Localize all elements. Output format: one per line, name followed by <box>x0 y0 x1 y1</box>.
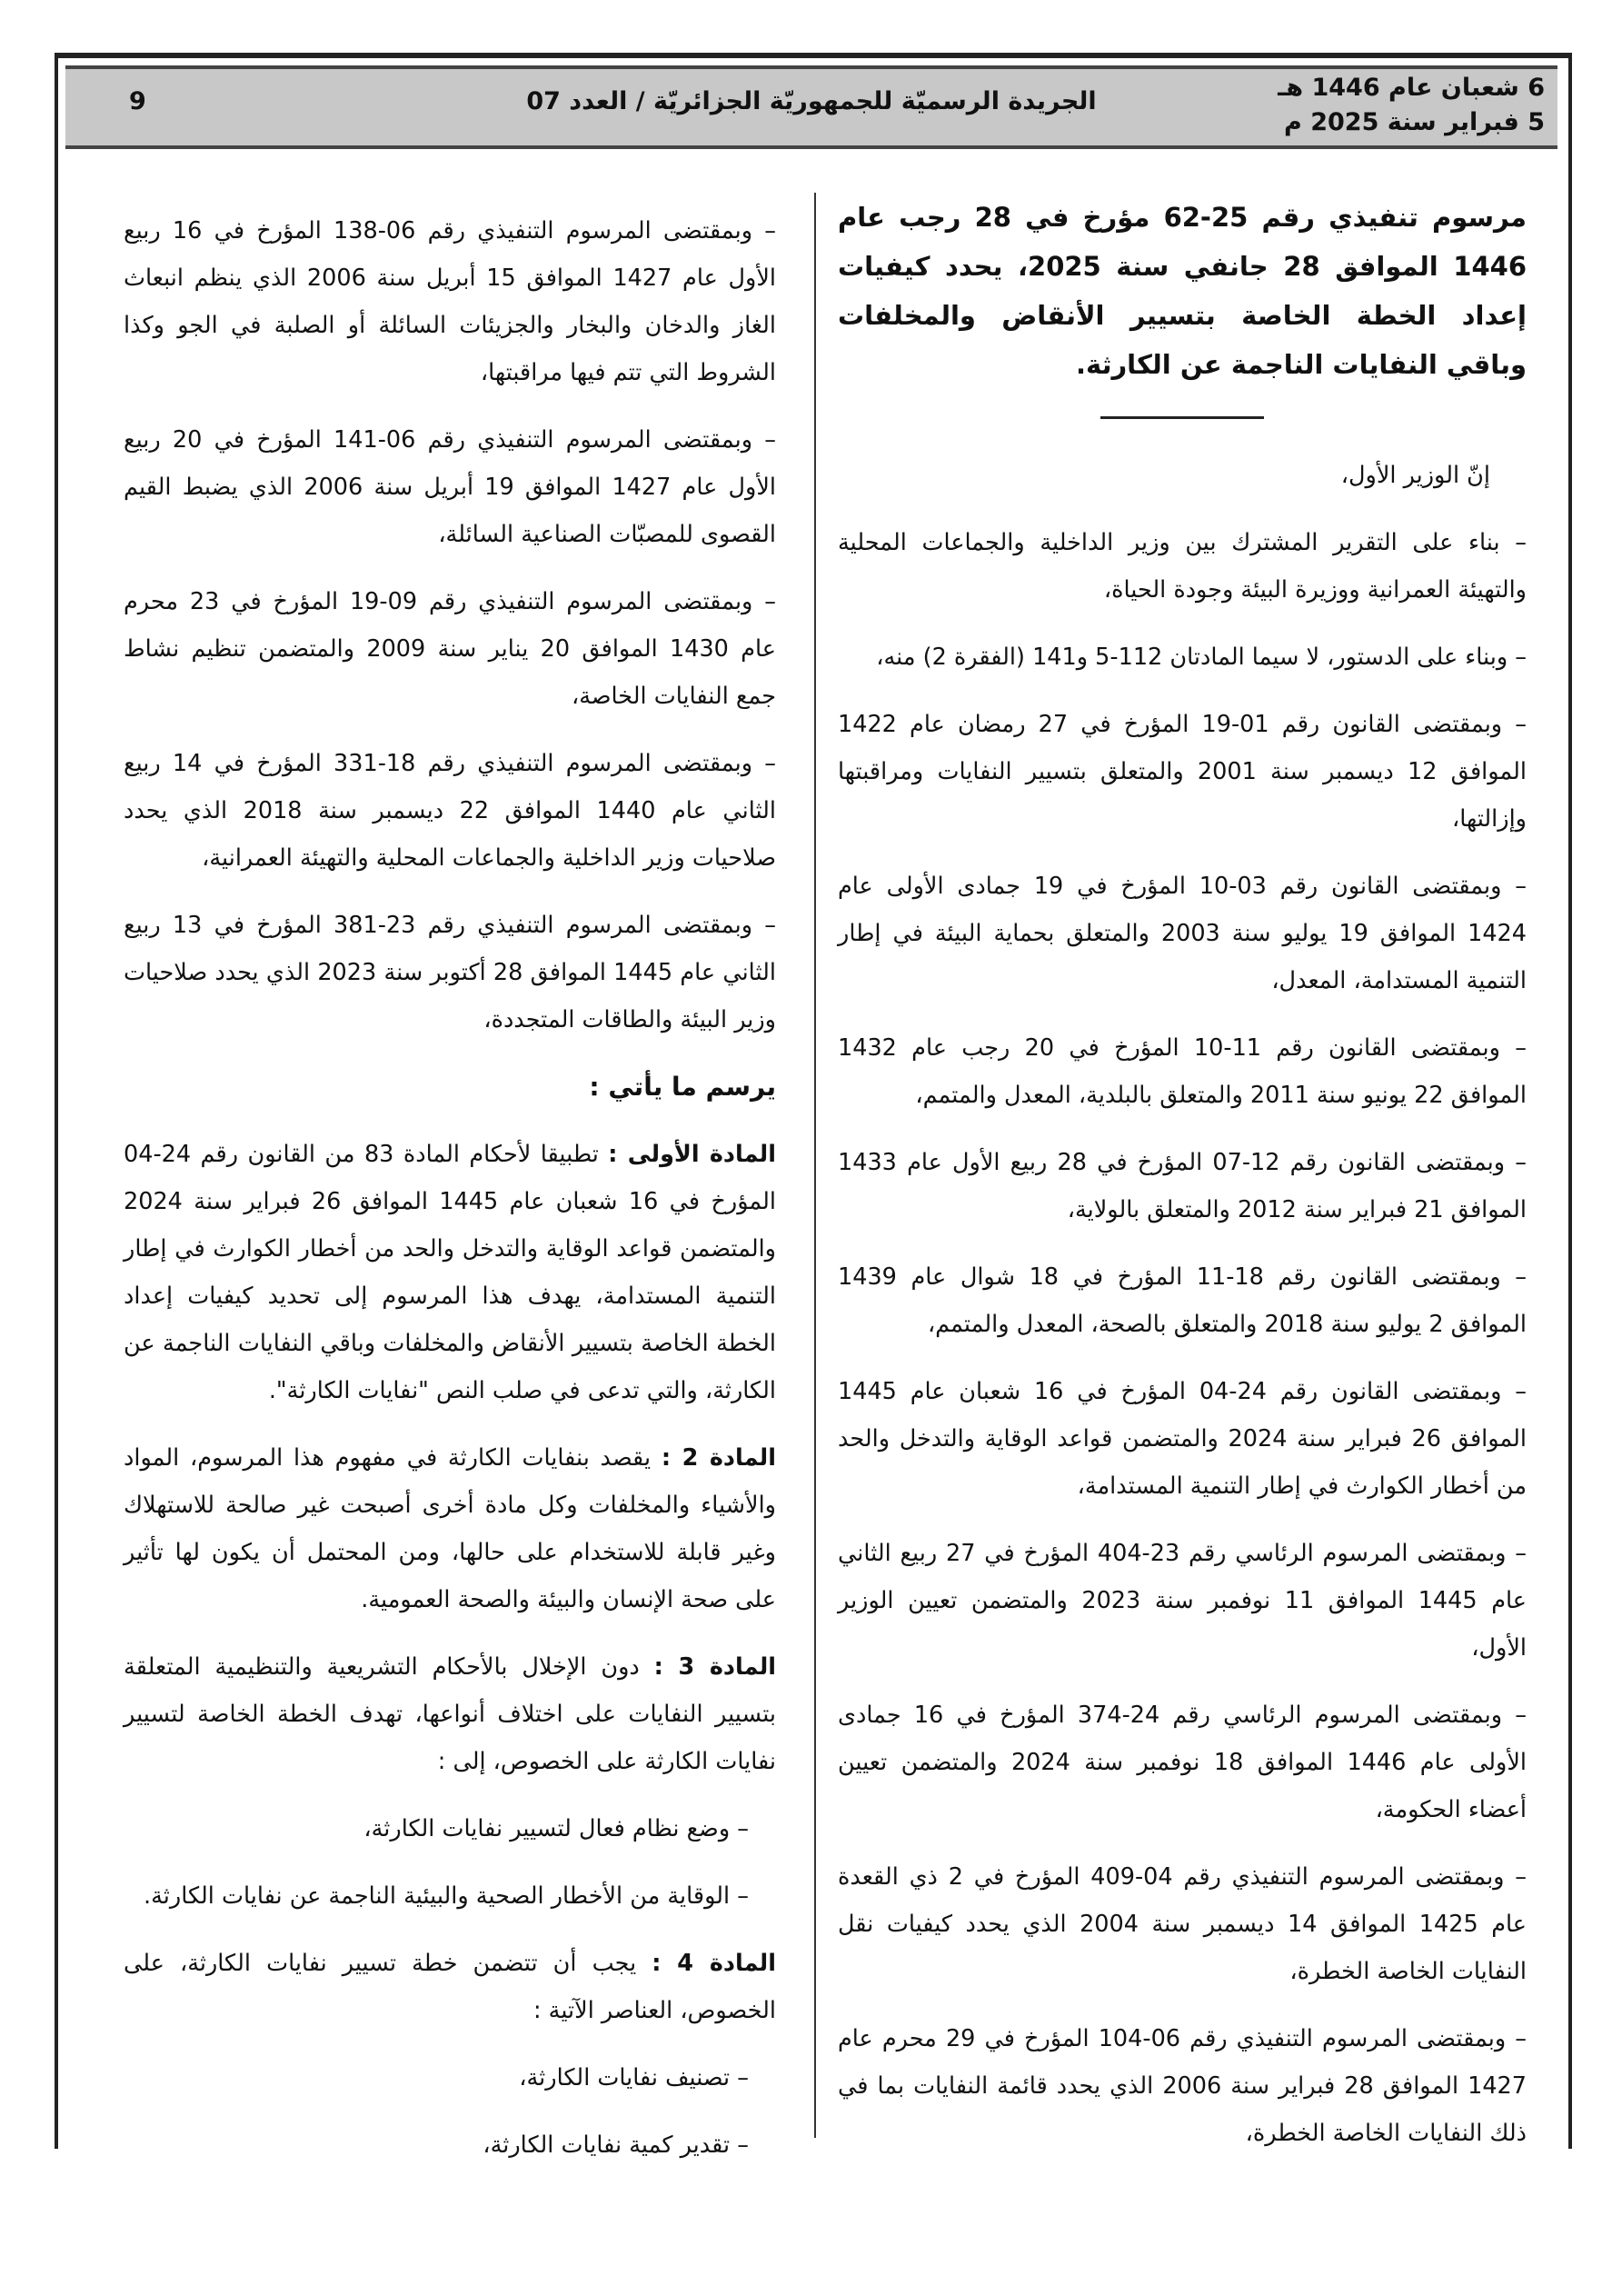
preamble-paragraph: – بناء على التقرير المشترك بين وزير الداخلية والجماعات المحلية والتهيئة العمرانية ووزيرة البيئة وجودة الحياة، <box>838 529 1527 604</box>
article-3 <box>124 1643 776 1785</box>
article-3-item: – الوقاية من الأخطار الصحية والبيئية الناجمة عن نفايات الكارثة. <box>144 1882 749 1910</box>
decree-heading: يرسم ما يأتي : <box>589 1072 776 1102</box>
decree-title: مرسوم تنفيذي رقم 25-62 مؤرخ في 28 رجب عام 1446 الموافق 28 جانفي سنة 2025، يحدد كيفيات إعداد الخطة الخاصة بتسيير الأنقاض والمخلفات وباقي النفايات الناجمة عن الكارثة. <box>838 202 1527 380</box>
gazette-header <box>65 65 1557 149</box>
preamble-paragraph: – وبمقتضى القانون رقم 03-10 المؤرخ في 19 جمادى الأولى عام 1424 الموافق 19 يوليو سنة 2003 والمتعلق بحماية البيئة في إطار التنمية المستدامة، المعدل، <box>838 873 1527 994</box>
title-separator <box>1100 416 1264 419</box>
preamble-paragraph: – وبمقتضى القانون رقم 11-10 المؤرخ في 20 رجب عام 1432 الموافق 22 يونيو سنة 2011 والمتعلق بالبلدية، المعدل والمتمم، <box>838 1034 1527 1109</box>
preamble-paragraph: – وبمقتضى المرسوم الرئاسي رقم 23-404 المؤرخ في 27 ربيع الثاني عام 1445 الموافق 11 نوفمبر سنة 2023 والمتضمن تعيين الوزير الأول، <box>838 1540 1527 1662</box>
article-label: المادة 4 : <box>652 1950 776 1977</box>
preamble-paragraph: – وبمقتضى المرسوم التنفيذي رقم 23-381 المؤرخ في 13 ربيع الثاني عام 1445 الموافق 28 أكتوبر سنة 2023 الذي يحدد صلاحيات وزير البيئة والطاقات المتجددة، <box>124 912 776 1033</box>
header-title: الجريدة الرسميّة للجمهوريّة الجزائريّة / العدد 07 <box>526 87 1097 115</box>
header-date-hijri: 6 شعبان عام 1446 هـ <box>1278 74 1545 102</box>
article-4-item: – تصنيف نفايات الكارثة، <box>519 2064 749 2091</box>
preamble-paragraph: – وبمقتضى المرسوم التنفيذي رقم 09-19 المؤرخ في 23 محرم عام 1430 الموافق 20 يناير سنة 2009 والمتضمن تنظيم نشاط جمع النفايات الخاصة، <box>124 588 776 710</box>
page-number: 9 <box>129 87 146 115</box>
preamble-paragraph: – وبمقتضى المرسوم التنفيذي رقم 04-409 المؤرخ في 2 ذي القعدة عام 1425 الموافق 14 ديسمبر سنة 2004 الذي يحدد كيفيات نقل النفايات الخاصة الخطرة، <box>838 1863 1527 1985</box>
article-text: تطبيقا لأحكام المادة 83 من القانون رقم 24-04 المؤرخ في 16 شعبان عام 1445 الموافق 26 فبراير سنة 2024 والمتضمن قواعد الوقاية والتدخل والحد من أخطار الكوارث في إطار التنمية المستدامة، يهدف هذا المرسوم إلى تحديد كيفيات إعداد الخطة الخاصة بتسيير الأنقاض والمخلفات وباقي النفايات الناجمة عن الكارثة، والتي تدعى في صلب النص "نفايات الكارثة". <box>124 1141 777 1404</box>
article-text: دون الإخلال بالأحكام التشريعية والتنظيمية المتعلقة بتسيير النفايات على اختلاف أنواعها، تهدف الخطة الخاصة لتسيير نفايات الكارثة على الخصوص، إلى : <box>124 1653 776 1775</box>
article-text: يقصد بنفايات الكارثة في مفهوم هذا المرسوم، المواد والأشياء والمخلفات وكل مادة أخرى أصبحت غير صالحة للاستهلاك وغير قابلة للاستخدام على حالها، ومن المحتمل أن يكون لها تأثير على صحة الإنسان والبيئة والصحة العمومية. <box>124 1444 776 1613</box>
article-4 <box>124 1940 776 2034</box>
preamble-paragraph: – وبمقتضى القانون رقم 12-07 المؤرخ في 28 ربيع الأول عام 1433 الموافق 21 فبراير سنة 2012 والمتعلق بالولاية، <box>838 1149 1527 1223</box>
article-3-item: – وضع نظام فعال لتسيير نفايات الكارثة، <box>363 1815 749 1842</box>
preamble-paragraph: – وبمقتضى المرسوم التنفيذي رقم 18-331 المؤرخ في 14 ربيع الثاني عام 1440 الموافق 22 ديسمبر سنة 2018 الذي يحدد صلاحيات وزير الداخلية والجماعات المحلية والتهيئة العمرانية، <box>124 750 777 872</box>
header-date-gregorian: 5 فبراير سنة 2025 م <box>1284 108 1545 136</box>
preamble-paragraph: – وبمقتضى المرسوم التنفيذي رقم 06-138 المؤرخ في 16 ربيع الأول عام 1427 الموافق 15 أبريل سنة 2006 الذي ينظم انبعاث الغاز والدخان والبخار والجزيئات السائلة أو الصلبة في الجو وكذا الشروط التي تتم فيها مراقبتها، <box>124 217 776 386</box>
preamble-paragraph: – وبمقتضى القانون رقم 01-19 المؤرخ في 27 رمضان عام 1422 الموافق 12 ديسمبر سنة 2001 والمتعلق بتسيير النفايات ومراقبتها وإزالتها، <box>838 711 1527 833</box>
preamble-paragraph: – وبمقتضى المرسوم التنفيذي رقم 06-141 المؤرخ في 20 ربيع الأول عام 1427 الموافق 19 أبريل سنة 2006 الذي يضبط القيم القصوى للمصبّات الصناعية السائلة، <box>124 426 776 548</box>
article-label: المادة الأولى : <box>608 1141 776 1168</box>
intro-line: إنّ الوزير الأول، <box>1340 462 1490 489</box>
article-4-item: – تقدير كمية نفايات الكارثة، <box>483 2131 749 2159</box>
left-column <box>124 207 776 2189</box>
preamble-paragraph: – وبمقتضى المرسوم التنفيذي رقم 06-104 المؤرخ في 29 محرم عام 1427 الموافق 28 فبراير سنة 2006 الذي يحدد قائمة النفايات بما في ذلك النفايات الخاصة الخطرة، <box>838 2025 1527 2147</box>
preamble-paragraph: – وبناء على الدستور، لا سيما المادتان 112-5 و141 (الفقرة 2) منه، <box>876 644 1527 671</box>
preamble-paragraph: – وبمقتضى المرسوم الرئاسي رقم 24-374 المؤرخ في 16 جمادى الأولى عام 1446 الموافق 18 نوفمبر سنة 2024 والمتضمن تعيين أعضاء الحكومة، <box>838 1702 1527 1823</box>
article-text: يجب أن تتضمن خطة تسيير نفايات الكارثة، على الخصوص، العناصر الآتية : <box>124 1950 776 2024</box>
column-divider <box>814 193 816 2138</box>
preamble-paragraph: – وبمقتضى القانون رقم 18-11 المؤرخ في 18 شوال عام 1439 الموافق 2 يوليو سنة 2018 والمتعلق بالصحة، المعدل والمتمم، <box>838 1263 1527 1338</box>
right-column <box>838 193 1527 2177</box>
article-2 <box>124 1434 776 1623</box>
article-label: المادة 3 : <box>653 1653 777 1681</box>
article-1 <box>124 1131 776 1414</box>
preamble-paragraph: – وبمقتضى القانون رقم 24-04 المؤرخ في 16 شعبان عام 1445 الموافق 26 فبراير سنة 2024 والمتضمن قواعد الوقاية والتدخل والحد من أخطار الكوارث في إطار التنمية المستدامة، <box>838 1378 1527 1500</box>
article-label: المادة 2 : <box>661 1444 776 1472</box>
